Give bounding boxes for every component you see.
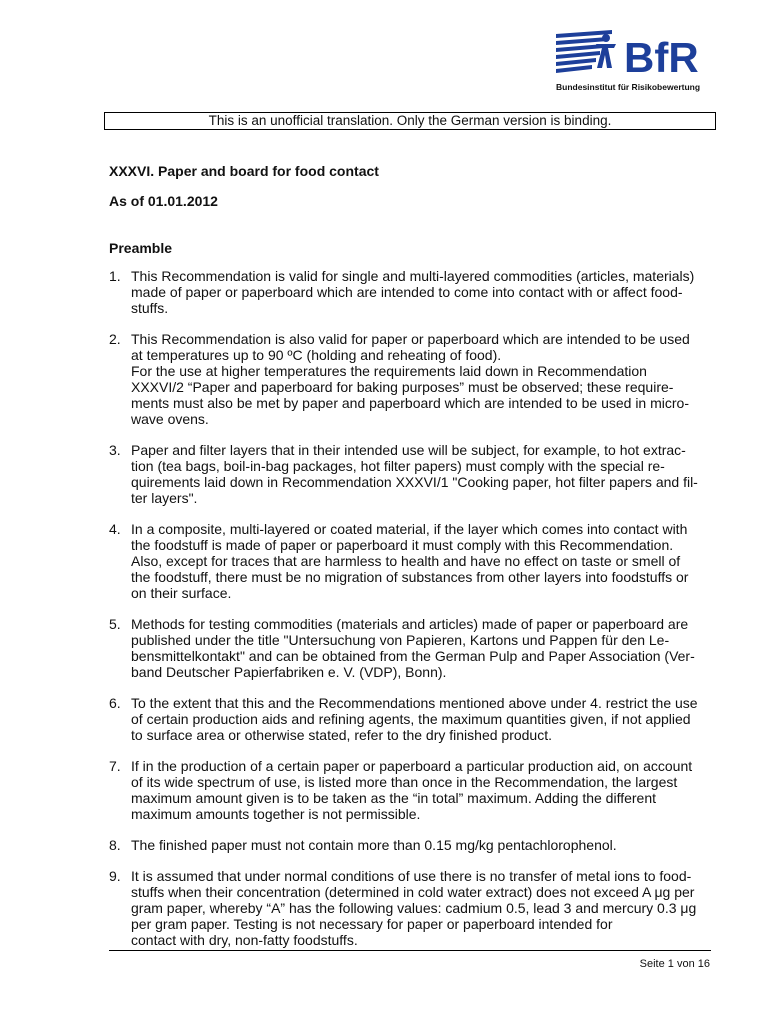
- list-item-number: 9.: [109, 868, 121, 884]
- list-item: [109, 331, 709, 427]
- list-item: [109, 758, 709, 822]
- text-line: Methods for testing commodities (materials and articles) made of paper or paperboard are: [131, 616, 689, 632]
- list-item-number: 4.: [109, 521, 121, 537]
- text-line: made of paper or paperboard which are intended to come into contact with or affect food-: [131, 284, 683, 300]
- preamble-list: [109, 268, 709, 963]
- text-line: wave ovens.: [131, 411, 209, 427]
- text-line: Paper and filter layers that in their intended use will be subject, for example, to hot extrac-: [131, 442, 686, 458]
- list-item-text: [131, 837, 709, 853]
- list-item: [109, 868, 709, 948]
- text-line: contact with dry, non-fatty foodstuffs.: [131, 932, 358, 948]
- list-item-number: 6.: [109, 695, 121, 711]
- list-item-number: 7.: [109, 758, 121, 774]
- text-line: maximum amounts together is not permissible.: [131, 806, 421, 822]
- text-line: ments must also be met by paper and paperboard which are intended to be used in micro-: [131, 395, 689, 411]
- page-number: Seite 1 von 16: [639, 958, 710, 970]
- text-line: This Recommendation is also valid for paper or paperboard which are intended to be used: [131, 331, 690, 347]
- document-title: XXXVI. Paper and board for food contact: [109, 163, 379, 179]
- list-item-number: 2.: [109, 331, 121, 347]
- list-item-text: [131, 868, 709, 948]
- text-line: band Deutscher Papierfabriken e. V. (VDP), Bonn).: [131, 664, 447, 680]
- text-line: to surface area or otherwise stated, refer to the dry finished product.: [131, 727, 552, 743]
- list-item-text: [131, 331, 709, 427]
- text-line: at temperatures up to 90 ºC (holding and reheating of food).: [131, 347, 502, 363]
- list-item-number: 3.: [109, 442, 121, 458]
- text-line: In a composite, multi-layered or coated material, if the layer which comes into contact with: [131, 521, 688, 537]
- text-line: on their surface.: [131, 585, 232, 601]
- list-item-number: 5.: [109, 616, 121, 632]
- list-item: [109, 695, 709, 743]
- text-line: To the extent that this and the Recommendations mentioned above under 4. restrict the use: [131, 695, 698, 711]
- text-line: tion (tea bags, boil-in-bag packages, hot filter papers) must comply with the special re-: [131, 458, 665, 474]
- text-line: maximum amount given is to be taken as the “in total” maximum. Adding the different: [131, 790, 656, 806]
- text-line: the foodstuff is made of paper or paperboard it must comply with this Recommendation.: [131, 537, 674, 553]
- text-line: the foodstuff, there must be no migration of substances from other layers into foodstuffs or: [131, 569, 689, 585]
- text-line: per gram paper. Testing is not necessary for paper or paperboard intended for: [131, 916, 613, 932]
- list-item-text: [131, 758, 709, 822]
- list-item-number: 1.: [109, 268, 121, 284]
- list-item: [109, 616, 709, 680]
- list-item-text: [131, 616, 709, 680]
- text-line: Also, except for traces that are harmless to health and have no effect on taste or smell of: [131, 553, 681, 569]
- list-item: [109, 268, 709, 316]
- text-line: stuffs.: [131, 300, 169, 316]
- text-line: If in the production of a certain paper or paperboard a particular production aid, on account: [131, 758, 693, 774]
- list-item: [109, 837, 709, 853]
- document-date: As of 01.01.2012: [109, 193, 218, 209]
- footer-rule: [109, 950, 711, 951]
- bfr-logo-mark: [556, 28, 716, 80]
- list-item: [109, 442, 709, 506]
- text-line: gram paper, whereby “A” has the following values: cadmium 0.5, lead 3 and mercury 0.3 μg: [131, 900, 697, 916]
- svg-text:BfR: BfR: [624, 34, 699, 80]
- list-item-text: [131, 268, 709, 316]
- text-line: of its wide spectrum of use, is listed more than once in the Recommendation, the largest: [131, 774, 678, 790]
- section-heading: Preamble: [109, 240, 173, 256]
- text-line: It is assumed that under normal conditions of use there is no transfer of metal ions to food-: [131, 868, 692, 884]
- list-item-text: [131, 442, 709, 506]
- text-line: ter layers".: [131, 490, 198, 506]
- text-line: quirements laid down in Recommendation XXXVI/1 "Cooking paper, hot filter papers and fil-: [131, 474, 698, 490]
- translation-notice: This is an unofficial translation. Only the German version is binding.: [104, 112, 716, 130]
- text-line: For the use at higher temperatures the requirements laid down in Recommendation: [131, 363, 647, 379]
- list-item-number: 8.: [109, 837, 121, 853]
- text-line: stuffs when their concentration (determined in cold water extract) does not exceed A μg per: [131, 884, 695, 900]
- list-item-text: [131, 695, 709, 743]
- text-line: XXXVI/2 “Paper and paperboard for baking purposes” must be observed; these require-: [131, 379, 674, 395]
- text-line: The finished paper must not contain more than 0.15 mg/kg pentachlorophenol.: [131, 837, 617, 853]
- institute-name: Bundesinstitut für Risikobewertung: [556, 82, 701, 92]
- text-line: bensmittelkontakt" and can be obtained from the German Pulp and Paper Association (Ver-: [131, 648, 695, 664]
- list-item-text: [131, 521, 709, 601]
- list-item: [109, 521, 709, 601]
- text-line: of certain production aids and refining agents, the maximum quantities given, if not applied: [131, 711, 691, 727]
- text-line: This Recommendation is valid for single and multi-layered commodities (articles, materials): [131, 268, 695, 284]
- bfr-logo: [556, 28, 716, 92]
- text-line: published under the title "Untersuchung von Papieren, Kartons und Pappen für den Le-: [131, 632, 670, 648]
